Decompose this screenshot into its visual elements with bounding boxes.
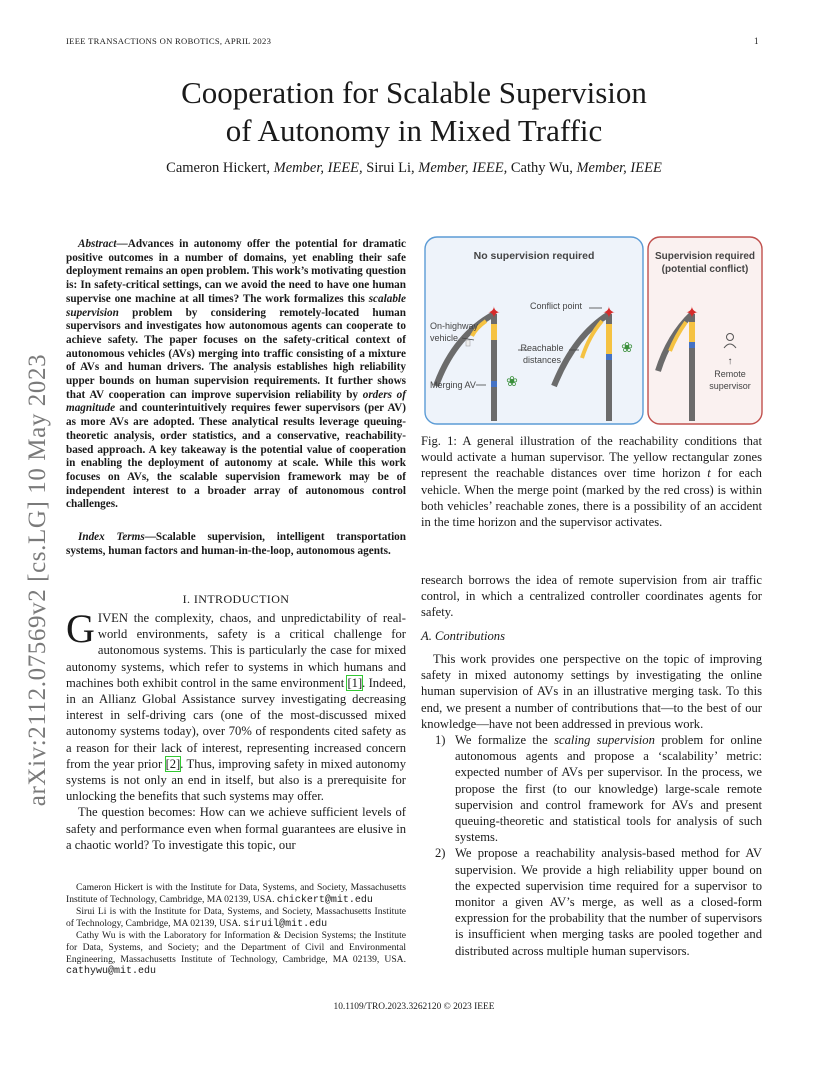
author-name: Sirui Li, [366, 160, 415, 176]
contributions [421, 651, 762, 959]
intro-text: . Thus, improving safety in mixed autonomy systems is not only an end in itself, but also is a prerequisite for unlocking the benefits that such systems may offer. [66, 756, 406, 804]
footnote-text: Cathy Wu is with the Laboratory for Information & Decision Systems; the Institute for Data, Systems, and Society; and the Department of Civil and Environmental Engineering, Massachusetts Institute of Technology, Cambridge, MA 02139, USA. [66, 930, 406, 965]
citation-link[interactable]: [2] [165, 756, 181, 771]
email-address: cathywu@mit.edu [66, 966, 157, 978]
abstract-text: problem by considering remotely-located human supervisors and investigates how autonomous agents can cooperate to achieve safety. The paper focuses on the safety-critical context of autonomous vehicles (AVs) merging into traffic consisting of a mixture of AVs and human drivers. The analysis establishes high reliability upper bounds on human supervision requirements. It further shows that AV cooperation can improve supervision reliability by [66, 306, 406, 401]
intro-paragraph: The question becomes: How can we achieve sufficient levels of safety and performance even when formal guarantees are elusive in a chaotic world? To investigate this topic, our [66, 805, 406, 852]
caption-text: A general illustration of the reachability conditions that would activate a human supervisor. The yellow rectangular zones represent the reachable distances over time horizon [421, 434, 762, 481]
abstract-emphasis: orders of magnitude [66, 388, 406, 415]
abstract [66, 238, 406, 512]
running-header: IEEE TRANSACTIONS ON ROBOTICS, APRIL 2023 [66, 36, 272, 46]
intro-continued [421, 572, 762, 621]
intro-paragraph [66, 606, 406, 804]
footnote [66, 882, 406, 906]
footnote [66, 930, 406, 977]
author-name: Cathy Wu, [510, 160, 573, 176]
subsection-heading: A. Contributions [421, 629, 505, 643]
reach-zone [491, 324, 497, 340]
av-icon: ❀ [621, 341, 633, 356]
list-number: 2) [435, 846, 446, 861]
merging-av-marker [606, 354, 612, 360]
author-footnotes [66, 882, 406, 978]
email-address: siruil@mit.edu [243, 918, 328, 930]
abstract-emphasis: scalable supervision [66, 292, 406, 319]
drop-cap: G [66, 606, 95, 651]
section-initial: I [193, 592, 199, 606]
abstract-text: and counterintuitively requires fewer supervisors (per AV) as more AVs are adopted. These analytical results leverage queuing-theoretic analysis, order statistics, and a conservative, reachability-based approach. A key takeaway is the potential value of cooperation in enabling the deployment of autonomy at scale. While this work focuses on AVs, the scalable supervision framework may be of independent interest to a broader array of autonomous control challenges. [66, 402, 406, 511]
reachable-label: distances [522, 355, 562, 365]
list-item [421, 845, 762, 958]
merging-av-marker [689, 342, 695, 348]
remote-supervisor-label: Remote [714, 369, 746, 379]
caption-label: Fig. 1: [421, 434, 463, 448]
av-icon: ❀ [506, 375, 518, 390]
index-terms [66, 531, 406, 558]
left-panel-title: No supervision required [473, 250, 595, 262]
footnote [66, 906, 406, 930]
section-title: NTRODUCTION [198, 592, 290, 606]
list-text: We formalize the [455, 733, 555, 748]
list-item [421, 732, 762, 845]
conflict-point-label: Conflict point [530, 301, 583, 311]
footnote-text: Cameron Hickert is with the Institute for Data, Systems, and Society, Massachusetts Institute of Technology, Cambridge, MA 02139, USA. [66, 882, 406, 905]
caption-variable: t [707, 466, 711, 481]
section-number: I. [182, 592, 194, 606]
reach-zone [689, 322, 695, 342]
on-highway-label: On-highway [430, 321, 479, 331]
on-highway-label: vehicle [430, 333, 459, 343]
caption-text: for each vehicle. When the merge point (marked by the red cross) is within both vehicles’ reachable zones, there is a possibility of an accident in the time horizon and the supervisor activates. [421, 466, 762, 530]
abstract-label: Abstract [78, 238, 117, 250]
list-emphasis: scaling supervision [554, 733, 655, 748]
right-panel-subtitle: (potential conflict) [661, 264, 749, 275]
reachable-label: Reachable [520, 343, 564, 353]
contribution-list [421, 732, 762, 959]
conflict-cross: ✦ [487, 305, 501, 322]
intro-paragraph: research borrows the idea of remote supervision from air traffic control, in which a centralized controller coordinates agents for safety. [421, 573, 762, 620]
contributions-intro: This work provides one perspective on the topic of improving safety in mixed autonomy settings by investigating the online human supervision of AVs in an illustrative merging task. To this end, we present a number of contributions that—to the best of our knowledge—have not been addressed in previous work. [421, 652, 762, 731]
title-line-1: Cooperation for Scalable Supervision [181, 75, 647, 110]
citation-link[interactable]: [1] [347, 675, 363, 690]
reach-zone [606, 324, 612, 354]
up-arrow-icon: ↑ [727, 356, 733, 367]
list-number: 1) [435, 733, 446, 748]
page-number: 1 [754, 36, 759, 46]
figure-1 [424, 236, 764, 426]
intro-text: IVEN the complexity, chaos, and unpredictability of real-world environments, safety is a critical challenge for autonomous systems. This is particularly the case for mixed autonomy systems, which refer to systems in which humans and machines both exhibit control in the same environment [66, 611, 406, 690]
figure-caption [421, 433, 762, 530]
paper-title [66, 74, 762, 150]
arxiv-stamp: arXiv:2112.07569v2 [cs.LG] 10 May 2023 [24, 353, 51, 807]
list-text: We propose a reachability analysis-based method for AV supervision. We provide a high reliability upper bound on the expected supervision time required for a supervisor to monitor a given AV’s merge, as well as a closed-form expression for the probability that the number of supervisors is insufficient when merging tasks are pooled together and distributed across multiple human supervisors. [455, 846, 762, 958]
email-address: chickert@mit.edu [276, 894, 373, 906]
author-role: Member, IEEE [576, 160, 662, 176]
author-role: Member, IEEE, [418, 160, 508, 176]
author-name: Cameron Hickert, [166, 160, 271, 176]
index-terms-label: Index Terms [78, 531, 145, 543]
merging-av-marker [491, 381, 497, 387]
author-list [66, 160, 762, 177]
right-panel-title: Supervision required [654, 251, 756, 262]
title-line-2: of Autonomy in Mixed Traffic [225, 113, 603, 148]
conflict-cross: ✦ [602, 305, 616, 322]
on-highway-vehicle [466, 340, 470, 346]
merging-av-label: Merging AV [430, 380, 476, 390]
doi-footer: 10.1109/TRO.2023.3262120 © 2023 IEEE [333, 1002, 495, 1012]
conflict-cross: ✦ [685, 305, 699, 322]
abstract-text: —Advances in autonomy offer the potential for dramatic positive outcomes in a number of domains, yet enabling their safe deployment remains an open problem. This work’s motivating question is: In safety-critical settings, can we avoid the need to have one human supervise one machine at all times? The work formalizes this [66, 238, 406, 305]
author-role: Member, IEEE, [273, 160, 363, 176]
list-text: problem for online autonomous agents and propose a ‘scalability’ metric: expected number of AVs per supervisor. In the process, we propose the first (to our knowledge) large-scale remote supervision and control framework for AVs and present queuing-theoretic and statistical tools for analysis of such systems. [455, 733, 762, 845]
index-terms-text: —Scalable supervision, intelligent transportation systems, human factors and human-in-the-loop, autonomous agents. [66, 531, 406, 557]
remote-supervisor-label: supervisor [709, 381, 751, 391]
intro-text: . Indeed, in an Allianz Global Assistance survey investigating decreasing interest in self-driving cars (one of the most-discussed mixed autonomy systems today), over 70% of respondents cited safety as a reason for their lack of interest, representing increased concern from the year prior [66, 675, 406, 771]
introduction [66, 606, 406, 853]
section-heading [66, 592, 406, 607]
footnote-text: Sirui Li is with the Institute for Data, Systems, and Society, Massachusetts Institute of Technology, Cambridge, MA 02139, USA. [66, 906, 406, 929]
